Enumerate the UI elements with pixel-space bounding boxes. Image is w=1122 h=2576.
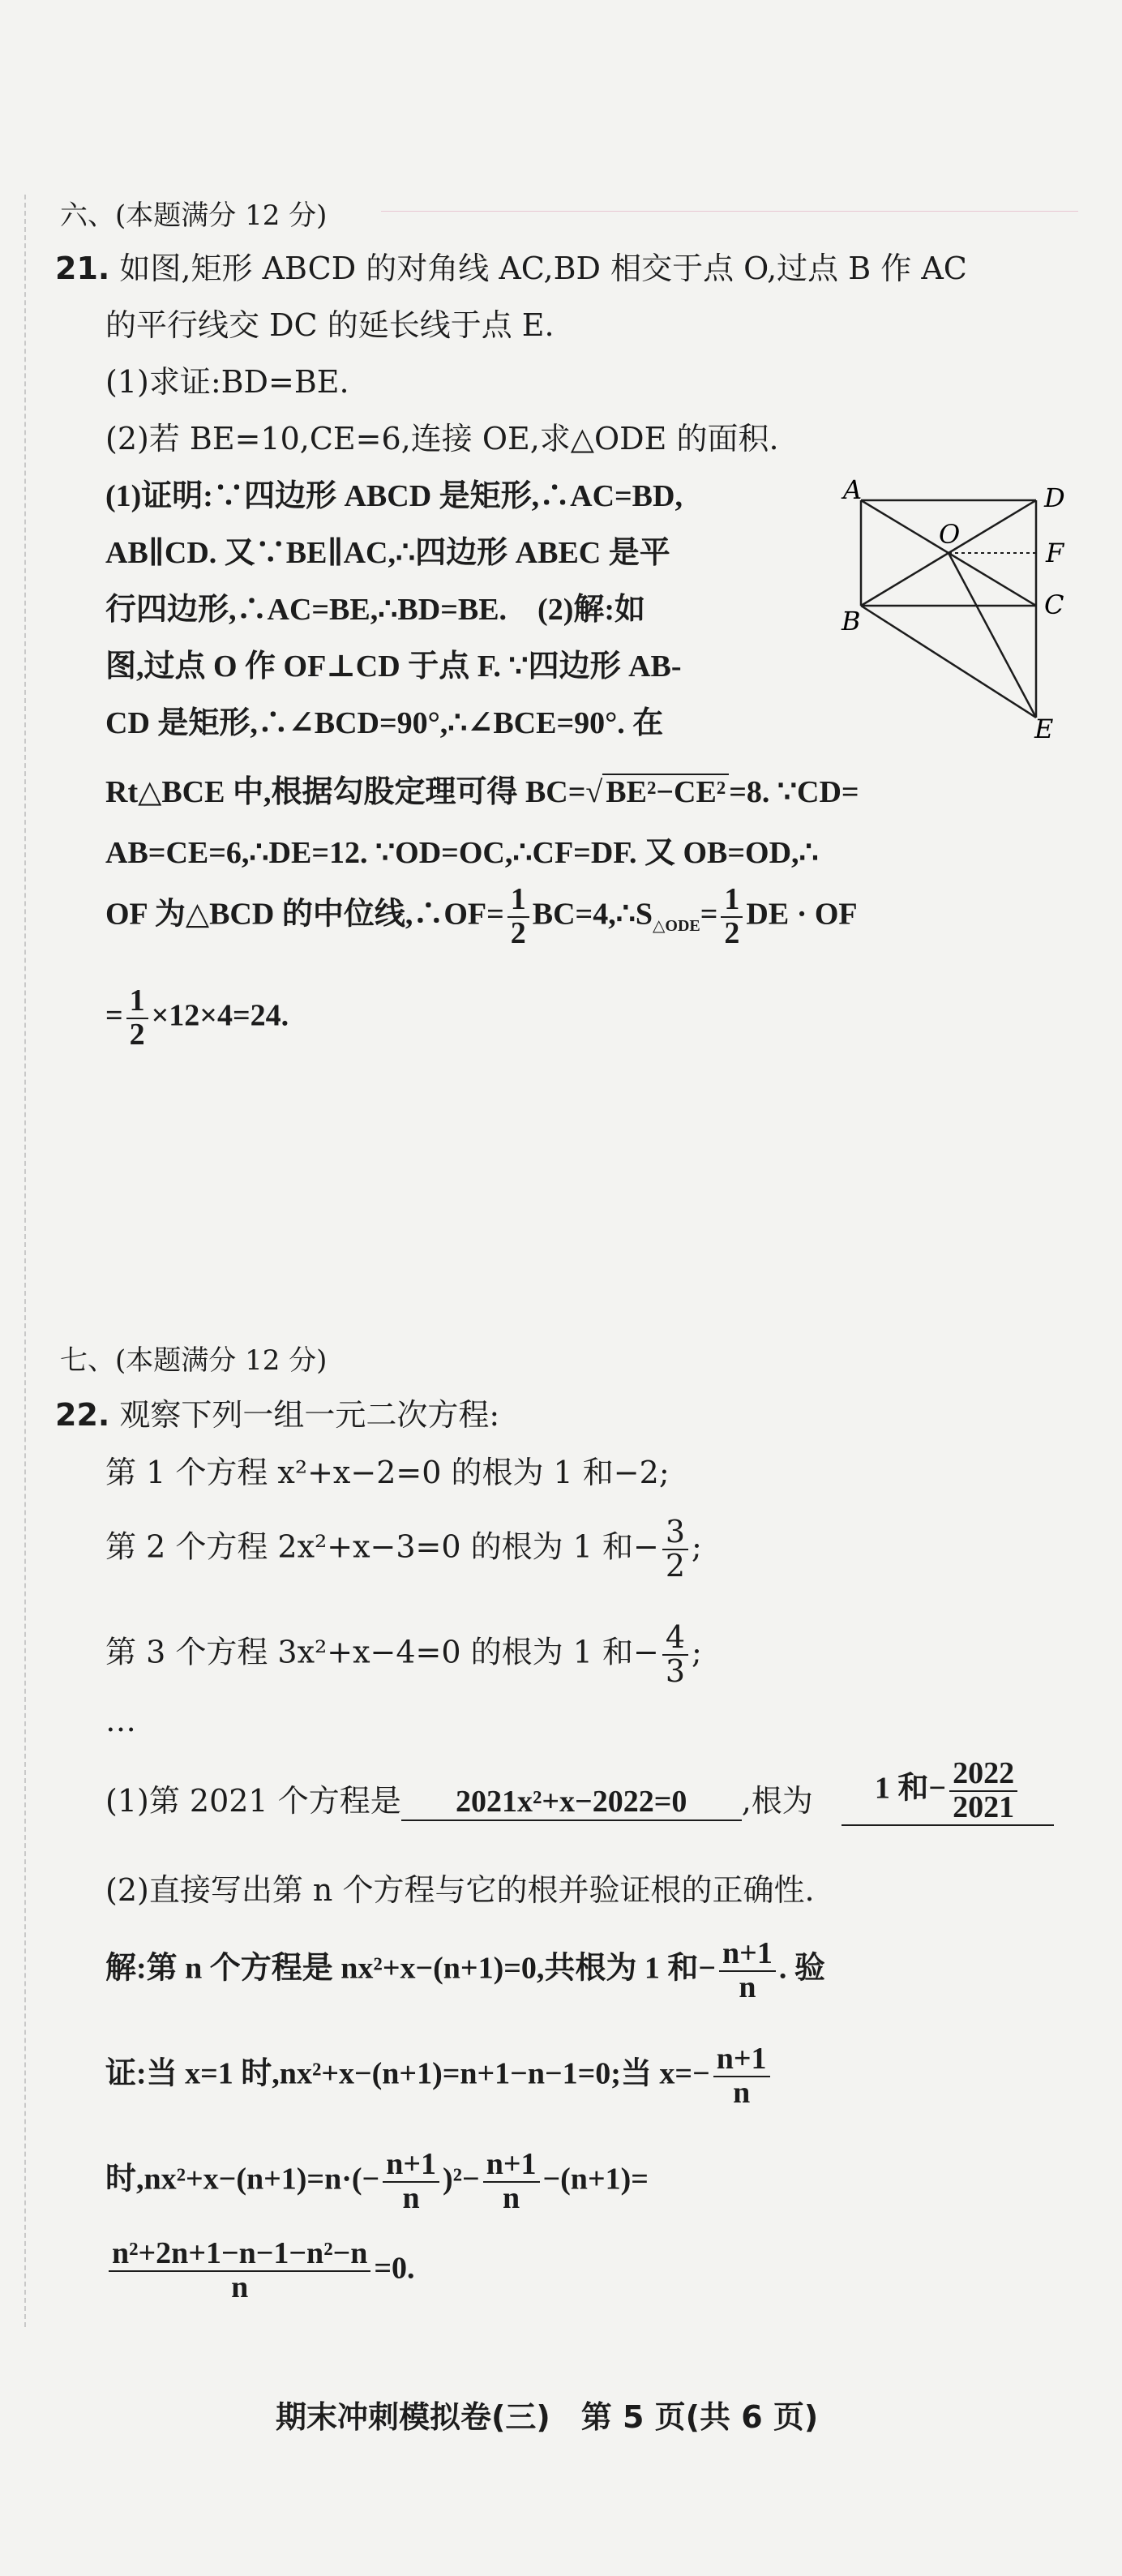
solution-line <box>105 2043 773 2110</box>
solution-line <box>105 2149 649 2215</box>
section-title: 六、(本题满分 12 分) <box>60 199 328 232</box>
solution-text: )²− <box>443 2162 480 2197</box>
equation-line: 第 1 个方程 x²+x−2=0 的根为 1 和−2; <box>105 1455 670 1490</box>
equation-text: 第 2 个方程 2x²+x−3=0 的根为 1 和− <box>105 1528 659 1565</box>
solution-line: CD 是矩形,∴∠BCD=90°,∴∠BCE=90°. 在 <box>105 706 664 740</box>
solution-text: = <box>105 998 123 1033</box>
fraction: $\frac{4}{3}$ <box>662 1622 688 1688</box>
solution-line: AB=CE=6,∴DE=12. ∵OD=OC,∴CF=DF. 又 OB=OD,∴ <box>105 836 819 870</box>
subscript: △ODE <box>653 917 700 936</box>
page-footer: 期末冲刺模拟卷(三) 第 5 页(共 6 页) <box>276 2399 819 2435</box>
fraction: $\frac{\text{n²+2n+1−n−1−n²−n}}{n}$ <box>109 2238 370 2304</box>
equation-line <box>105 1516 702 1583</box>
solution-line <box>105 766 859 811</box>
point-label-B: B <box>842 606 861 636</box>
solution-text: −(n+1)= <box>542 2162 649 2197</box>
solution-text: OF 为△BCD 的中位线,∴OF= <box>105 897 504 932</box>
part-text: ,根为 <box>741 1783 813 1819</box>
fraction-half: $\frac{1}{2}$ <box>126 985 148 1052</box>
ruled-line <box>381 211 1078 212</box>
section-title: 七、(本题满分 12 分) <box>60 1344 328 1377</box>
solution-line: (1)证明:∵四边形 ABCD 是矩形,∴AC=BD, <box>105 479 683 513</box>
point-label-E: E <box>1034 714 1054 742</box>
fraction: $\frac{n+1}{n}$ <box>713 2043 770 2110</box>
part-text: (1)第 2021 个方程是 <box>105 1783 401 1819</box>
fraction-half: $\frac{1}{2}$ <box>721 884 743 950</box>
solution-line <box>105 884 858 950</box>
binding-dashed-line <box>24 195 26 2327</box>
solution-text: ×12×4=24. <box>151 998 289 1033</box>
solution-text: BC=4,∴S <box>532 897 653 932</box>
point-label-O: O <box>939 519 961 550</box>
solution-line <box>105 985 289 1052</box>
solution-text: = <box>700 897 718 932</box>
solution-line: AB∥CD. 又∵BE∥AC,∴四边形 ABEC 是平 <box>105 536 670 570</box>
question-21-part-2: (2)若 BE=10,CE=6,连接 OE,求△ODE 的面积. <box>105 421 779 456</box>
point-label-F: F <box>1046 538 1064 568</box>
solution-text: 解:第 n 个方程是 nx²+x−(n+1)=0,共根为 1 和− <box>105 1951 717 1986</box>
stem-text: 观察下列一组一元二次方程: <box>119 1397 500 1433</box>
point-label-C: C <box>1044 589 1064 620</box>
question-22-stem <box>55 1390 499 1434</box>
geometry-figure <box>827 474 1086 742</box>
question-22-part-1 <box>105 1776 813 1821</box>
solution-text: Rt△BCE 中,根据勾股定理可得 BC= <box>105 775 586 809</box>
question-22-part-2: (2)直接写出第 n 个方程与它的根并验证根的正确性. <box>105 1872 815 1908</box>
sqrt-sign: √ <box>585 775 603 809</box>
punctuation: ; <box>692 1528 702 1565</box>
fraction: $\frac{n+1}{n}$ <box>383 2149 439 2215</box>
ellipsis: … <box>105 1703 136 1738</box>
solution-text: 时,nx²+x−(n+1)=n·(− <box>105 2162 380 2197</box>
question-21-stem-line-2: 的平行线交 DC 的延长线于点 E. <box>105 307 555 343</box>
question-number: 21. <box>55 251 110 286</box>
fraction-half: $\frac{1}{2}$ <box>507 884 529 950</box>
question-21-part-1: (1)求证:BD=BE. <box>105 364 349 400</box>
solution-line <box>105 1938 825 2004</box>
solution-text: =8. ∵CD= <box>729 775 859 809</box>
solution-line: 图,过点 O 作 OF⊥CD 于点 F. ∵四边形 AB- <box>105 649 682 684</box>
answer-text: 1 和− <box>874 1771 947 1806</box>
solution-text: DE · OF <box>746 897 858 932</box>
solution-text: =0. <box>374 2251 415 2286</box>
punctuation: ; <box>692 1634 702 1670</box>
fraction: $\frac{n+1}{n}$ <box>719 1938 776 2004</box>
solution-line: 行四边形,∴AC=BE,∴BD=BE. (2)解:如 <box>105 593 646 627</box>
solution-text: . 验 <box>778 1951 825 1986</box>
point-label-D: D <box>1044 482 1065 513</box>
equation-text: 第 3 个方程 3x²+x−4=0 的根为 1 和− <box>105 1634 659 1670</box>
fraction: $\frac{n+1}{n}$ <box>483 2149 540 2215</box>
stem-text: 如图,矩形 ABCD 的对角线 AC,BD 相交于点 O,过点 B 作 AC <box>119 251 967 286</box>
fraction: $\frac{3}{2}$ <box>662 1516 688 1583</box>
sqrt-radicand: BE²−CE² <box>602 774 729 809</box>
question-number: 22. <box>55 1397 110 1433</box>
solution-line <box>105 2238 415 2304</box>
question-21-stem-line-1 <box>55 243 967 288</box>
fraction: $\frac{2022}{2021}$ <box>949 1758 1017 1824</box>
equation-line <box>105 1619 702 1689</box>
answer-blank-equation: 2021x²+x−2022=0 <box>401 1784 742 1821</box>
solution-text: 证:当 x=1 时,nx²+x−(n+1)=n+1−n−1=0;当 x=− <box>105 2056 710 2091</box>
point-label-A: A <box>843 474 863 505</box>
answer-blank-roots <box>842 1758 1054 1826</box>
